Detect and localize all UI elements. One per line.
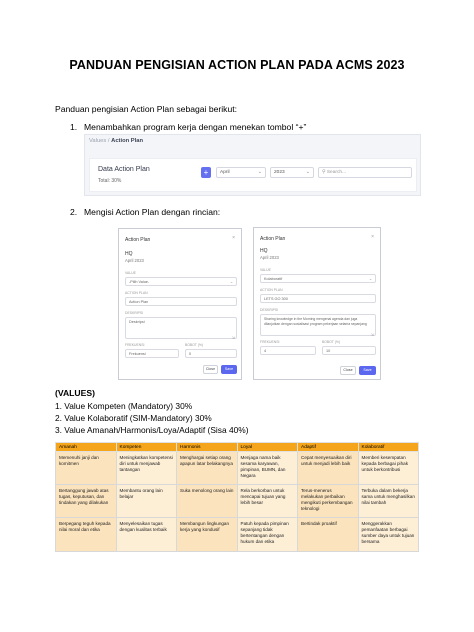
column-header: Loyal xyxy=(237,443,298,452)
values-item: 1. Value Kompeten (Mandatory) 30% xyxy=(55,401,193,411)
frekuensi-input[interactable]: Frekuensi xyxy=(125,349,179,358)
chevron-down-icon: ⌄ xyxy=(257,169,262,175)
intro-text: Panduan pengisian Action Plan sebagai berikut: xyxy=(55,104,238,114)
value-select[interactable] xyxy=(125,277,237,286)
step-number: 2. xyxy=(70,207,78,217)
year-value: 2023 xyxy=(274,170,285,175)
deskripsi-label: DESKRIPSI xyxy=(260,308,279,312)
bobot-label: BOBOT (%) xyxy=(185,343,204,347)
value-select-text: -Pilih Value- xyxy=(129,280,150,284)
frekuensi-label: FREKUENSI xyxy=(125,343,145,347)
table-cell: Suka menolong orang lain xyxy=(177,485,238,518)
resize-handle-icon[interactable]: ⇲ xyxy=(231,335,235,340)
close-button[interactable]: Close xyxy=(340,366,356,375)
table-cell: Terbuka dalam bekerja sama untuk menghasilkan nilai tambah xyxy=(358,485,419,518)
chevron-down-icon: ⌄ xyxy=(229,280,233,284)
step-text: Menambahkan program kerja dengan menekan tombol “+” xyxy=(84,122,307,132)
step-1 xyxy=(70,122,306,132)
table-row xyxy=(56,452,419,485)
breadcrumb xyxy=(89,138,143,144)
frekuensi-input[interactable]: 4 xyxy=(260,346,316,355)
org-name: HQ xyxy=(125,251,133,257)
data-card xyxy=(89,158,417,192)
search-placeholder: Search... xyxy=(326,170,347,175)
total-label: Total: 30% xyxy=(98,178,122,184)
chevron-down-icon: ⌄ xyxy=(368,277,372,281)
step-number: 1. xyxy=(70,122,78,132)
close-icon[interactable]: × xyxy=(232,235,235,241)
close-icon[interactable]: × xyxy=(371,234,374,240)
breadcrumb-current: Action Plan xyxy=(111,138,144,144)
frekuensi-label: FREKUENSI xyxy=(260,340,280,344)
action-plan-modal-filled xyxy=(253,227,381,380)
bobot-input[interactable]: 0 xyxy=(185,349,237,358)
document-title: PANDUAN PENGISIAN ACTION PLAN PADA ACMS 2023 xyxy=(69,58,405,72)
save-button[interactable]: Save xyxy=(221,365,237,374)
action-plan-input[interactable]: LETS GO 300 xyxy=(260,294,376,303)
value-label: VALUE xyxy=(260,268,271,272)
table-row xyxy=(56,485,419,518)
add-button[interactable]: + xyxy=(201,167,211,178)
table-cell: Menghargai setiap orang apapun latar belakangnya xyxy=(177,452,238,485)
search-icon: ⚲ xyxy=(322,170,326,175)
action-plan-label: ACTION PLAN xyxy=(260,288,283,292)
table-cell: Rela berkorban untuk mencapai tujuan yang lebih besar xyxy=(237,485,298,518)
table-cell: Meningkatkan kompetensi diri untuk menjawab tantangan xyxy=(116,452,177,485)
values-item: 3. Value Amanah/Harmonis/Loya/Adaptif (Sisa 40%) xyxy=(55,425,249,435)
step-2 xyxy=(70,207,220,217)
card-title: Data Action Plan xyxy=(98,166,150,173)
column-header: Kompeten xyxy=(116,443,177,452)
org-name: HQ xyxy=(260,248,268,254)
value-select[interactable] xyxy=(260,274,376,283)
value-label: VALUE xyxy=(125,271,136,275)
column-header: Amanah xyxy=(56,443,117,452)
action-plan-modal-empty xyxy=(118,228,242,380)
values-heading: (VALUES) xyxy=(55,388,95,398)
table-cell: Menggerakkan pemanfaatan berbagai sumber daya untuk tujuan bersama xyxy=(358,518,419,552)
resize-handle-icon[interactable]: ⇲ xyxy=(370,332,374,337)
table-cell: Memenuhi janji dan komitmen xyxy=(56,452,117,485)
period: April 2023 xyxy=(260,255,279,260)
table-cell: Bertindak proaktif xyxy=(298,518,359,552)
values-item: 2. Value Kolaboratif (SIM-Mandatory) 30% xyxy=(55,413,212,423)
close-button[interactable]: Close xyxy=(203,365,218,374)
table-header-row xyxy=(56,443,419,452)
table-cell: Memberi kesempatan kepada berbagai pihak untuk berkontribusi xyxy=(358,452,419,485)
month-value: April xyxy=(220,170,230,175)
table-cell: Berpegang teguh kepada nilai moral dan etika xyxy=(56,518,117,552)
modal-title: Action Plan xyxy=(125,237,151,243)
values-list xyxy=(55,400,249,436)
save-button[interactable]: Save xyxy=(359,366,376,375)
table-row xyxy=(56,518,419,552)
table-cell: Terus-menerus melakukan perbaikan mengikuti perkembangan teknologi xyxy=(298,485,359,518)
column-header: Adaptif xyxy=(298,443,359,452)
deskripsi-label: DESKRIPSI xyxy=(125,311,144,315)
table-cell: Patuh kepada pimpinan sepanjang tidak bertentangan dengan hukum dan etika xyxy=(237,518,298,552)
values-table xyxy=(55,442,419,552)
action-plan-list-screenshot xyxy=(84,134,421,196)
month-select[interactable] xyxy=(216,167,266,178)
column-header: Kolaboratif xyxy=(358,443,419,452)
table-cell: Menjaga nama baik sesama karyawan, pimpinan, BUMN, dan Negara xyxy=(237,452,298,485)
action-plan-label: ACTION PLAN xyxy=(125,291,148,295)
column-header: Harmonis xyxy=(177,443,238,452)
period: April 2023 xyxy=(125,258,144,263)
value-select-text: Kolaboratif xyxy=(264,277,283,281)
step-text: Mengisi Action Plan dengan rincian: xyxy=(84,207,221,217)
bobot-input[interactable]: 10 xyxy=(322,346,376,355)
breadcrumb-parent[interactable]: Values / xyxy=(89,138,110,144)
year-select[interactable] xyxy=(270,167,314,178)
chevron-down-icon: ⌄ xyxy=(305,169,310,175)
modal-title: Action Plan xyxy=(260,236,286,242)
table-cell: Menyelesaikan tugas dengan kualitas terbaik xyxy=(116,518,177,552)
deskripsi-input[interactable]: Deskripsi xyxy=(125,317,237,339)
table-cell: Bertanggung jawab atas tugas, keputusan, dan tindakan yang dilakukan xyxy=(56,485,117,518)
bobot-label: BOBOT (%) xyxy=(322,340,341,344)
table-cell: Cepat menyesuaikan diri untuk menjadi lebih baik xyxy=(298,452,359,485)
table-cell: Membangun lingkungan kerja yang kondusif xyxy=(177,518,238,552)
search-input[interactable] xyxy=(318,167,412,178)
action-plan-input[interactable]: Action Plan xyxy=(125,297,237,306)
deskripsi-input[interactable]: Sharing knowledge in the Morning mengenai agenda dan juga dilanjutkan dengan sosialisasi program pekerjaan selama sepanjang xyxy=(260,314,376,336)
table-cell: Membantu orang lain belajar xyxy=(116,485,177,518)
